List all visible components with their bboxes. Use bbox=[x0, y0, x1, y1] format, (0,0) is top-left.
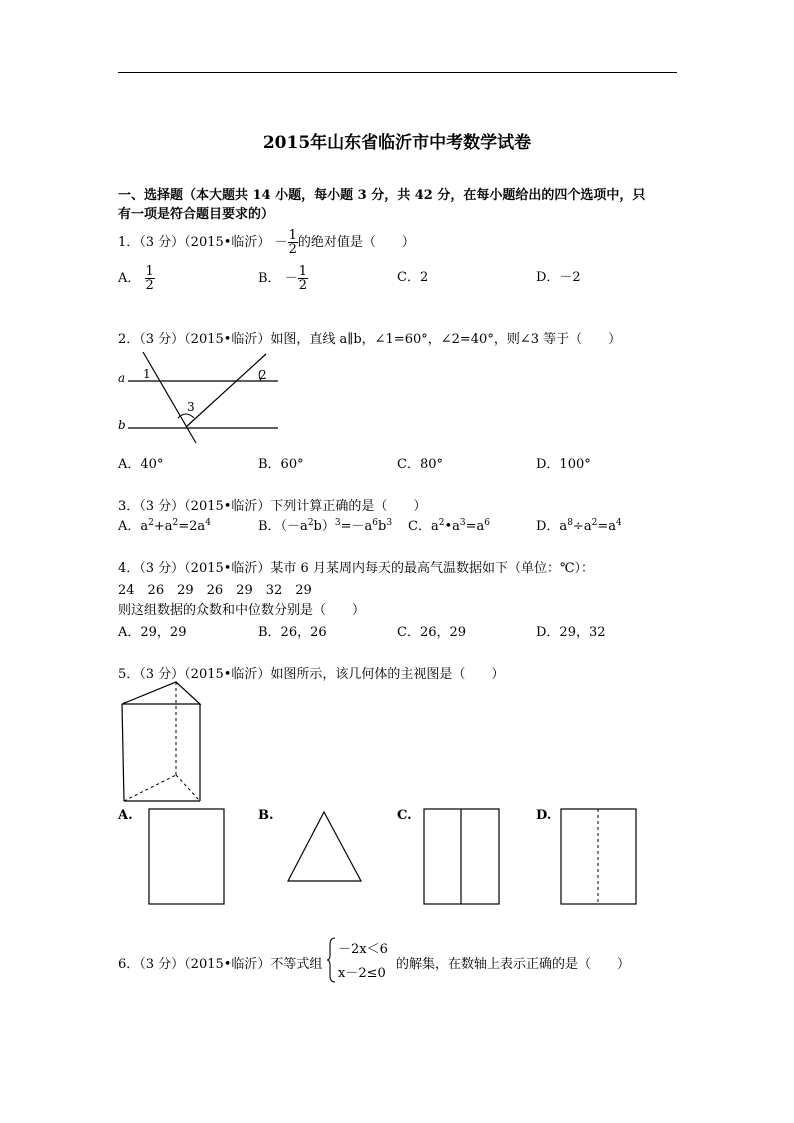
question-1 bbox=[118, 229, 415, 256]
q2-option-d[interactable]: D．100° bbox=[536, 457, 591, 472]
q6-brace bbox=[326, 937, 336, 983]
q1-fraction: $\frac{1}{2}$ bbox=[288, 228, 297, 257]
q3-option-a[interactable]: A．$a^2+a^2=2a^4$ bbox=[118, 518, 211, 534]
q2-label-a: a bbox=[118, 371, 126, 385]
header-rule bbox=[118, 72, 677, 73]
q3-option-c[interactable]: C．$a^2•a^3=a^6$ bbox=[408, 518, 490, 534]
q4-option-d[interactable]: D．29，32 bbox=[536, 625, 606, 640]
q5-option-c-rect-solid-line[interactable] bbox=[423, 808, 501, 906]
q2-label-2: 2 bbox=[259, 368, 267, 382]
q2-figure-parallel-lines bbox=[118, 348, 288, 448]
q5-option-a-square[interactable] bbox=[148, 808, 226, 906]
section-heading-line2: 有一项是符合题目要求的） bbox=[118, 207, 275, 222]
question-2: 2．（3 分）（2015•临沂）如图，直线 a∥b，∠1=60°，∠2=40°，则∠3 等于（ ） bbox=[118, 332, 622, 347]
q1-a-fraction: $\frac{1}{2}$ bbox=[145, 264, 154, 293]
q5-option-d-label[interactable]: D. bbox=[536, 808, 552, 823]
q5-option-d-rect-dashed-line[interactable] bbox=[560, 808, 638, 906]
q2-label-3: 3 bbox=[187, 400, 195, 414]
q1-option-c[interactable]: C．2 bbox=[397, 270, 429, 285]
q2-option-b[interactable]: B．60° bbox=[258, 457, 304, 472]
section-heading-line1: 一、选择题（本大题共 14 小题，每小题 3 分，共 42 分，在每小题给出的四个选项中，只 bbox=[118, 188, 646, 203]
q1-suffix: 的绝对值是（ ） bbox=[297, 235, 415, 250]
q3-option-b[interactable]: B．$(-a^2b)^3=-a^6b^3$ bbox=[258, 518, 393, 534]
q5-option-b-label[interactable]: B. bbox=[258, 808, 274, 823]
q3-option-d[interactable]: D．$a^8\div a^2=a^4$ bbox=[536, 518, 622, 534]
q5-prism-figure bbox=[118, 680, 208, 805]
q2-label-1: 1 bbox=[143, 367, 151, 381]
question-5: 5．（3 分）（2015•临沂）如图所示，该几何体的主视图是（ ） bbox=[118, 667, 505, 682]
q1-option-a[interactable]: A． $\frac{1}{2}$ bbox=[118, 264, 154, 293]
q1-prefix: 1．（3 分）（2015•临沂） bbox=[118, 235, 271, 250]
q2-label-b: b bbox=[118, 418, 126, 432]
page-title: 2015年山东省临沂市中考数学试卷 bbox=[262, 133, 532, 153]
q4-option-b[interactable]: B．26，26 bbox=[258, 625, 327, 640]
q1-option-b[interactable]: B． － $\frac{1}{2}$ bbox=[258, 264, 307, 293]
q6-prefix: 6．（3 分）（2015•临沂）不等式组 bbox=[118, 957, 323, 972]
q6-inequality-2: x－2≤0 bbox=[338, 966, 386, 981]
q5-option-c-label[interactable]: C. bbox=[397, 808, 412, 823]
q6-inequality-1: －2x＜6 bbox=[338, 942, 388, 957]
q5-option-a-label[interactable]: A. bbox=[118, 808, 133, 823]
q4-option-c[interactable]: C．26，29 bbox=[397, 625, 467, 640]
q1-b-fraction: $\frac{1}{2}$ bbox=[298, 264, 307, 293]
question-3: 3．（3 分）（2015•临沂）下列计算正确的是（ ） bbox=[118, 499, 427, 514]
q4-option-a[interactable]: A．29，29 bbox=[118, 625, 187, 640]
q2-option-a[interactable]: A．40° bbox=[118, 457, 164, 472]
q4-data: 24 26 29 26 29 32 29 bbox=[118, 583, 312, 598]
q1-minus: － bbox=[274, 235, 288, 250]
q1-option-d[interactable]: D．－2 bbox=[536, 270, 581, 285]
q5-option-b-triangle[interactable] bbox=[286, 810, 364, 884]
q4-ask: 则这组数据的众数和中位数分别是（ ） bbox=[118, 603, 366, 618]
question-4: 4．（3 分）（2015•临沂）某市 6 月某周内每天的最高气温数据如下（单位：℃）： bbox=[118, 561, 595, 576]
q2-option-c[interactable]: C．80° bbox=[397, 457, 443, 472]
q6-suffix: 的解集，在数轴上表示正确的是（ ） bbox=[396, 957, 631, 972]
